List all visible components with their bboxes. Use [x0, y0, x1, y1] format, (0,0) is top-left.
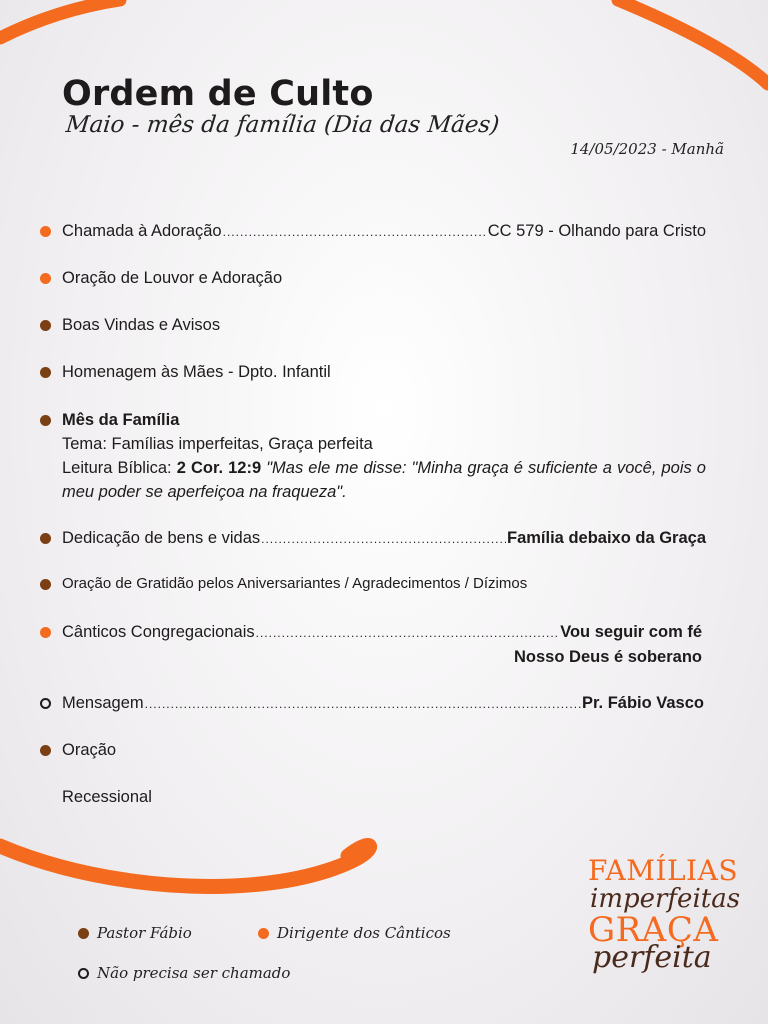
leitura-ref: 2 Cor. 12:9: [176, 459, 262, 477]
page-subtitle: Maio - mês da família (Dia das Mães): [64, 112, 501, 138]
item-homenagem: [40, 360, 706, 384]
legend-label: Dirigente dos Cânticos: [277, 924, 451, 942]
item-value: Vou seguir com fé: [560, 623, 702, 641]
item-label: Mensagem: [62, 694, 144, 712]
orange-bullet-icon: [258, 928, 269, 939]
item-dedicacao: [40, 526, 706, 551]
dot-leader: [261, 527, 506, 551]
item-value: Pr. Fábio Vasco: [582, 694, 704, 712]
legend-pastor: [78, 924, 192, 942]
orange-bullet-icon: [40, 627, 51, 638]
brown-bullet-icon: [40, 579, 51, 590]
hollow-bullet-icon: [78, 968, 89, 979]
page-title: Ordem de Culto: [62, 74, 374, 114]
brown-bullet-icon: [40, 533, 51, 544]
item-mensagem: [40, 691, 704, 716]
campaign-logo: [586, 852, 741, 982]
item-canticos: [40, 620, 702, 669]
logo-line-2: imperfeitas: [590, 884, 741, 914]
item-recessional: [40, 785, 706, 809]
item-label: Mês da Família: [62, 411, 180, 429]
orange-bullet-icon: [40, 273, 51, 284]
item-label: Oração de Gratidão pelos Aniversariantes / Agradecimentos / Dízimos: [62, 575, 528, 592]
brown-bullet-icon: [40, 415, 51, 426]
legend-dirigente: [258, 924, 451, 942]
item-label: Oração: [62, 741, 117, 759]
item-value: Família debaixo da Graça: [507, 529, 706, 547]
logo-line-3: GRAÇA: [588, 910, 719, 950]
legend-nao-chamado: [78, 964, 290, 982]
legend-label: Pastor Fábio: [97, 924, 192, 942]
brown-bullet-icon: [40, 320, 51, 331]
item-tema: Tema: Famílias imperfeitas, Graça perfeita: [62, 435, 373, 453]
item-leitura: [62, 456, 706, 504]
item-oracao: [40, 738, 706, 762]
item-label: Homenagem às Mães - Dpto. Infantil: [62, 363, 331, 381]
item-label: Dedicação de bens e vidas: [62, 529, 261, 547]
item-chamada: [40, 219, 706, 244]
dot-leader: [223, 220, 487, 244]
hollow-bullet-icon: [40, 698, 51, 709]
item-value-2: Nosso Deus é soberano: [514, 648, 702, 666]
dot-leader: [145, 692, 581, 716]
logo-line-1: FAMÍLIAS: [588, 854, 739, 887]
item-label: Recessional: [62, 788, 152, 806]
item-gratidao: [40, 572, 706, 596]
leitura-label: Leitura Bíblica:: [62, 459, 172, 477]
brown-bullet-icon: [78, 928, 89, 939]
dot-leader: [256, 621, 560, 645]
orange-bullet-icon: [40, 226, 51, 237]
item-oracao-louvor: [40, 266, 706, 290]
service-date: 14/05/2023 - Manhã: [570, 140, 724, 158]
item-boas-vindas: [40, 313, 706, 337]
item-label: Oração de Louvor e Adoração: [62, 269, 283, 287]
legend-label: Não precisa ser chamado: [97, 964, 291, 982]
brown-bullet-icon: [40, 745, 51, 756]
item-label: Chamada à Adoração: [62, 222, 222, 240]
item-mes-familia: [40, 408, 706, 504]
item-label: Cânticos Congregacionais: [62, 623, 255, 641]
leitura-text: "Mas ele me disse: "Minha graça é suficiente a você, pois o meu poder se aperfeiçoa na fraqueza".: [62, 459, 706, 501]
logo-line-4: perfeita: [592, 940, 712, 975]
item-label: Boas Vindas e Avisos: [62, 316, 221, 334]
item-value: CC 579 - Olhando para Cristo: [487, 222, 706, 240]
brown-bullet-icon: [40, 367, 51, 378]
